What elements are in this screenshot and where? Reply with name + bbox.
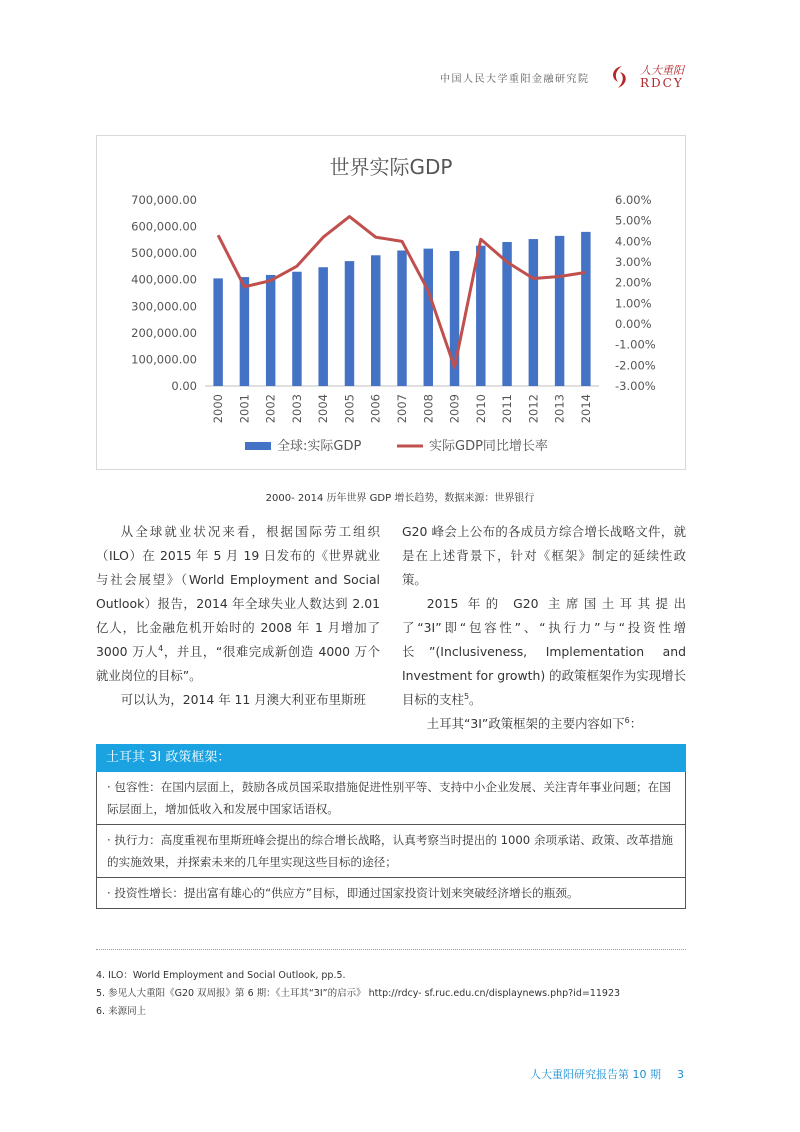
x-tick-label: 2009 bbox=[447, 394, 462, 424]
y-left-tick-label: 300,000.00 bbox=[131, 299, 197, 314]
x-tick-label: 2013 bbox=[552, 394, 567, 424]
y-left-tick-label: 100,000.00 bbox=[131, 352, 197, 367]
paragraph-text: ，并且，“很难完成新创造 4000 万个就业岗位的目标”。 bbox=[96, 644, 380, 683]
framework-row: · 包容性：在国内层面上，鼓励各成员国采取措施促进性别平等、支持中小企业发展、关注青年事业问题；在国际层面上，增加低收入和发展中国家话语权。 bbox=[96, 772, 686, 825]
y-left-tick-label: 500,000.00 bbox=[131, 246, 197, 261]
gdp-chart-svg bbox=[97, 136, 685, 469]
x-tick-label: 2008 bbox=[421, 394, 436, 424]
paragraph bbox=[96, 520, 380, 688]
gdp-bar bbox=[345, 261, 354, 386]
gdp-bar bbox=[476, 246, 485, 386]
body-left-column bbox=[96, 520, 380, 712]
x-tick-label: 2010 bbox=[473, 394, 488, 424]
gdp-bar bbox=[318, 267, 327, 386]
x-tick-label: 2001 bbox=[237, 394, 252, 424]
footnote-ref: 4 bbox=[158, 643, 164, 653]
page-number: 3 bbox=[677, 1068, 684, 1081]
x-tick-label: 2011 bbox=[500, 394, 515, 424]
paragraph-text: 土耳其“3I”政策框架的主要内容如下 bbox=[426, 716, 625, 731]
x-tick-label: 2012 bbox=[526, 394, 541, 424]
x-tick-label: 2003 bbox=[289, 394, 304, 424]
gdp-bar bbox=[213, 278, 222, 386]
legend-swatch-bar bbox=[245, 442, 271, 450]
paragraph bbox=[402, 520, 686, 592]
chart-caption: 2000- 2014 历年世界 GDP 增长趋势，数据来源：世界银行 bbox=[265, 493, 535, 504]
y-right-tick-label: -1.00% bbox=[615, 337, 656, 352]
gdp-bar bbox=[266, 275, 275, 386]
framework-box-title: 土耳其 3I 政策框架： bbox=[96, 744, 686, 772]
y-left-tick-label: 600,000.00 bbox=[131, 219, 197, 234]
gdp-bar bbox=[371, 255, 380, 386]
y-right-tick-label: 0.00% bbox=[615, 317, 652, 331]
y-left-tick-label: 200,000.00 bbox=[131, 325, 197, 340]
body-right-column bbox=[402, 520, 686, 736]
footnote: 4. ILO：World Employment and Social Outlook, pp.5. bbox=[96, 970, 346, 981]
logo-cn-text: 人大重阳 bbox=[640, 64, 684, 77]
paragraph-text: 可以认为，2014 年 11 月澳大利亚布里斯班 bbox=[120, 692, 366, 707]
footnote-ref: 5 bbox=[463, 691, 470, 701]
y-right-tick-label: 1.00% bbox=[615, 296, 652, 311]
x-tick-label: 2005 bbox=[342, 394, 357, 424]
page-footer bbox=[530, 1066, 684, 1082]
page-header bbox=[440, 62, 690, 92]
gdp-bar bbox=[292, 272, 301, 386]
paragraph-text: G20 峰会上公布的各成员方综合增长战略文件，就是在上述背景下，针对《框架》制定的延续性政策。 bbox=[402, 524, 686, 587]
x-tick-label: 2006 bbox=[368, 394, 383, 424]
legend-label: 实际GDP同比增长率 bbox=[429, 439, 548, 454]
x-tick-label: 2014 bbox=[578, 394, 593, 424]
logo-en-text: RDCY bbox=[640, 76, 684, 90]
framework-box bbox=[96, 744, 686, 909]
y-right-tick-label: 5.00% bbox=[615, 213, 652, 228]
y-right-tick-label: 3.00% bbox=[615, 255, 652, 269]
gdp-bar bbox=[581, 232, 590, 386]
y-right-tick-label: 6.00% bbox=[615, 193, 652, 207]
gdp-bar bbox=[555, 236, 564, 386]
gdp-bar bbox=[424, 249, 433, 386]
chart-title: 世界实际GDP bbox=[329, 155, 453, 179]
paragraph bbox=[402, 712, 686, 736]
x-tick-label: 2002 bbox=[263, 394, 278, 424]
x-tick-label: 2007 bbox=[395, 394, 409, 424]
paragraph bbox=[96, 688, 380, 712]
paragraph-text: 2015 年的 G20 主席国土耳其提出了“3I”即“包容性”、“执行力”与“投资性增长”(Inclusiveness, Implementation and Investment for growth) 的政策框架作为实现增长目标的支柱 bbox=[402, 596, 686, 707]
y-left-tick-label: 0.00 bbox=[171, 379, 197, 393]
gdp-bar bbox=[240, 277, 249, 386]
gdp-bar bbox=[529, 239, 538, 386]
paragraph-text: ： bbox=[629, 716, 643, 731]
x-tick-label: 2000 bbox=[211, 394, 226, 424]
y-right-tick-label: -2.00% bbox=[615, 358, 656, 373]
y-left-tick-label: 400,000.00 bbox=[131, 272, 197, 287]
rdcy-logo-icon bbox=[608, 64, 632, 90]
framework-row: · 投资性增长：提出富有雄心的“供应方”目标，即通过国家投资计划来突破经济增长的瓶颈。 bbox=[96, 878, 686, 909]
paragraph bbox=[402, 592, 686, 712]
footnote: 5. 参见人大重阳《G20 双周报》第 6 期：《土耳其“3I”的启示》 http://rdcy- sf.ruc.edu.cn/displaynews.php?id=11923 bbox=[96, 988, 621, 999]
x-tick-label: 2004 bbox=[316, 394, 331, 424]
y-right-tick-label: 4.00% bbox=[615, 234, 652, 249]
y-right-tick-label: 2.00% bbox=[615, 275, 652, 290]
y-right-tick-label: -3.00% bbox=[615, 379, 656, 393]
framework-row: · 执行力：高度重视布里斯班峰会提出的综合增长战略，认真考察当时提出的 1000 余项承诺、政策、改革措施的实施效果，并探索未来的几年里实现这些目标的途径； bbox=[96, 825, 686, 878]
header-org-name: 中国人民大学重阳金融研究院 bbox=[440, 74, 590, 85]
paragraph-text: 。 bbox=[469, 692, 482, 707]
footnote-divider bbox=[96, 949, 686, 950]
footnote: 6. 来源同上 bbox=[96, 1006, 147, 1017]
gdp-chart bbox=[96, 135, 686, 470]
y-left-tick-label: 700,000.00 bbox=[131, 193, 197, 207]
footer-report: 人大重阳研究报告第 10 期 bbox=[530, 1068, 661, 1081]
legend-label: 全球:实际GDP bbox=[277, 439, 362, 454]
footnote-ref: 6 bbox=[624, 715, 630, 725]
gdp-bar bbox=[397, 250, 406, 386]
paragraph-text: 从全球就业状况来看，根据国际劳工组织（ILO）在 2015 年 5 月 19 日发布的《世界就业与社会展望》（World Employment and Social Outlook）报告，2014 年全球失业人数达到 2.01 亿人，比金融危机开始时的 2008 年 1 月增加了 3000 万人 bbox=[96, 524, 380, 659]
